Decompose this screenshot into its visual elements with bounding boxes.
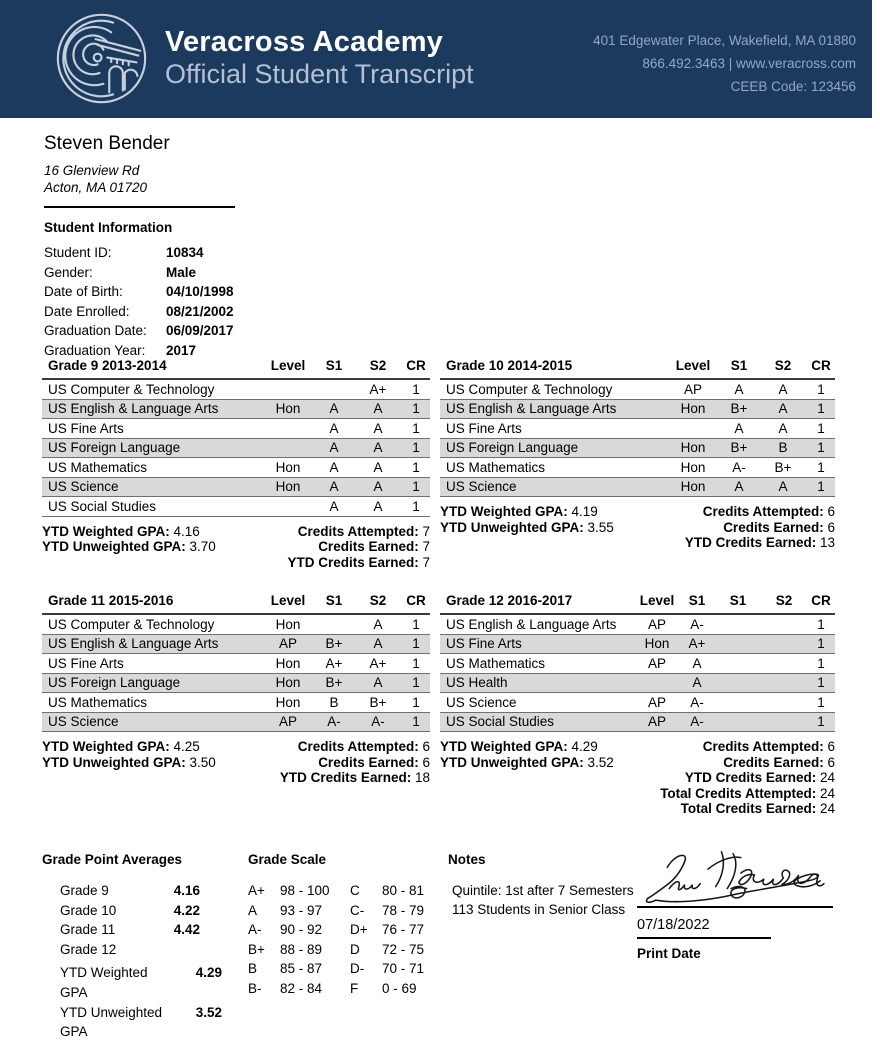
course-s2: A- (371, 714, 385, 730)
course-name: US English & Language Arts (48, 401, 219, 417)
course-s1: A- (690, 616, 704, 632)
course-name: US English & Language Arts (48, 636, 219, 652)
summary-line: YTD Unweighted GPA: 3.70 (42, 539, 216, 554)
student-address-line2: Acton, MA 01720 (44, 180, 148, 195)
course-cr: 1 (412, 420, 420, 436)
field-value: 06/09/2017 (166, 323, 234, 338)
summary-line: YTD Weighted GPA: 4.16 (42, 523, 200, 539)
course-level: AP (647, 655, 666, 671)
course-cr: 1 (817, 636, 825, 652)
course-row (42, 400, 430, 420)
course-row (42, 713, 430, 733)
course-s1: B (329, 694, 339, 710)
school-phone-website: 866.492.3463 | www.veracross.com (642, 56, 856, 71)
signature-line (637, 906, 833, 908)
course-level: Hon (275, 401, 301, 417)
course-s1: A- (690, 694, 704, 710)
course-s1: B+ (730, 401, 748, 417)
course-level: Hon (275, 616, 301, 632)
summary-gpa (440, 504, 614, 551)
summary-gpa (42, 739, 216, 786)
field-value: 2017 (166, 342, 197, 358)
course-name: US Foreign Language (446, 440, 579, 456)
course-cr: 1 (412, 694, 420, 710)
course-s2: B (778, 440, 788, 456)
school-contact-block (593, 29, 856, 98)
course-s1: A (329, 479, 339, 495)
col-s2: S2 (774, 358, 792, 373)
course-name: US Mathematics (446, 655, 546, 671)
course-name: US Health (446, 675, 508, 691)
course-s2: A+ (369, 381, 387, 397)
col-cr: CR (811, 593, 831, 608)
school-ceeb-code: CEEB Code: 123456 (730, 79, 856, 94)
course-cr: 1 (817, 381, 825, 397)
col-cr: CR (406, 593, 426, 608)
course-s2: A+ (369, 655, 387, 671)
summary-line: Total Credits Attempted: 24 (660, 785, 835, 801)
course-s1: A (692, 675, 702, 691)
field-label: Graduation Date: (44, 323, 147, 338)
school-address: 401 Edgewater Place, Wakefield, MA 01880 (593, 33, 856, 48)
course-s1: A (734, 479, 744, 495)
col-cr: CR (811, 358, 831, 373)
table-header (42, 356, 430, 380)
course-cr: 1 (817, 675, 825, 691)
course-name: US Mathematics (48, 459, 148, 475)
course-level: AP (278, 714, 297, 730)
course-s2: A (373, 675, 383, 691)
course-s2: A (778, 381, 788, 397)
col-s1: S1 (325, 358, 343, 373)
course-level: Hon (275, 694, 301, 710)
course-cr: 1 (817, 401, 825, 417)
field-label: Graduation Year: (44, 342, 146, 358)
document-title: Official Student Transcript (165, 59, 474, 89)
course-row (440, 458, 835, 478)
summary-line: YTD Weighted GPA: 4.19 (440, 504, 598, 519)
summary-line: YTD Weighted GPA: 4.29 (440, 739, 598, 754)
summary-line: YTD Weighted GPA: 4.25 (42, 739, 200, 754)
scale-row: A 93 - 97 C- 78 - 79 (248, 902, 425, 918)
course-s1: A (329, 498, 339, 514)
scale-row: B- 82 - 84 F 0 - 69 (248, 980, 417, 996)
col-s2: S2 (369, 593, 387, 608)
student-info-row (44, 302, 235, 322)
summary-line: Credits Earned: 6 (318, 754, 430, 770)
print-date-label: Print Date (637, 946, 701, 961)
summary-line: Credits Attempted: 6 (702, 504, 835, 519)
course-row (42, 458, 430, 478)
course-row (42, 439, 430, 459)
gpa-row: YTD Unweighted GPA 3.52 (60, 1004, 222, 1040)
course-row (440, 439, 835, 459)
course-s2: B+ (369, 694, 387, 710)
course-row (42, 635, 430, 655)
course-name: US Computer & Technology (446, 381, 613, 397)
notes-line: 113 Students in Senior Class (452, 902, 626, 917)
summary-line: YTD Unweighted GPA: 3.52 (440, 754, 614, 770)
course-name: US Mathematics (446, 459, 546, 475)
summary-line: YTD Unweighted GPA: 3.55 (440, 519, 614, 535)
course-name: US Fine Arts (446, 636, 522, 652)
course-s1: A (734, 381, 744, 397)
student-info-title: Student Information (44, 220, 173, 235)
gpa-row: Grade 12 (60, 941, 117, 957)
course-row (440, 400, 835, 420)
course-row (42, 693, 430, 713)
course-s1: A- (327, 714, 341, 730)
field-value: Male (166, 264, 197, 280)
course-s1: A- (690, 714, 704, 730)
gpa-row: Grade 9 4.16 (60, 883, 200, 898)
course-s2: B+ (774, 459, 792, 475)
grade-scale-rows (248, 881, 444, 999)
course-row (42, 478, 430, 498)
course-level: Hon (275, 675, 301, 691)
course-s2: A (373, 636, 383, 652)
school-name: Veracross Academy (165, 26, 444, 58)
gpa-rows (42, 881, 222, 1042)
student-name: Steven Bender (44, 133, 170, 154)
course-s2: A (778, 401, 788, 417)
summary-line: YTD Credits Earned: 24 (684, 770, 835, 785)
col-s1: S1 (730, 358, 748, 373)
course-level: Hon (680, 459, 706, 475)
summary-line: Credits Attempted: 6 (702, 739, 835, 754)
col-level: Level (639, 593, 675, 608)
course-name: US English & Language Arts (446, 401, 617, 417)
student-block (44, 132, 235, 360)
course-cr: 1 (817, 655, 825, 671)
course-s2: A (373, 459, 383, 475)
summary-line: Credits Earned: 7 (318, 539, 430, 554)
field-value: 10834 (166, 245, 204, 260)
course-cr: 1 (412, 655, 420, 671)
summary-credits (220, 524, 430, 571)
course-level: Hon (680, 401, 706, 417)
course-s2: A (373, 498, 383, 514)
col-s1: S1 (688, 593, 706, 608)
col-s2: S2 (369, 358, 387, 373)
course-row (440, 478, 835, 498)
table-title: Grade 9 2013-2014 (48, 358, 167, 373)
col-s1: S1 (325, 593, 343, 608)
course-s1: A (329, 440, 339, 456)
course-cr: 1 (817, 694, 825, 710)
course-name: US Science (446, 694, 517, 710)
header-titles (165, 27, 474, 89)
scale-row: B+ 88 - 89 D 72 - 75 (248, 941, 425, 957)
gpa-row: YTD Weighted GPA 4.29 (60, 965, 222, 1000)
col-level: Level (270, 593, 306, 608)
print-date-value: 07/18/2022 (637, 917, 710, 933)
course-level: Hon (680, 440, 706, 456)
notes-section (448, 852, 634, 919)
gpa-row: Grade 11 4.42 (60, 922, 200, 938)
course-cr: 1 (817, 440, 825, 456)
table-summary (42, 524, 430, 571)
course-name: US Fine Arts (48, 420, 124, 436)
summary-gpa (440, 739, 614, 817)
course-cr: 1 (412, 401, 420, 417)
student-info-row (44, 321, 235, 341)
summary-line: Credits Earned: 6 (723, 519, 835, 535)
course-row (440, 615, 835, 635)
course-s1: A (692, 655, 702, 671)
notes-title: Notes (448, 852, 486, 867)
gpa-section-title: Grade Point Averages (42, 852, 183, 867)
summary-line: YTD Credits Earned: 13 (684, 535, 835, 550)
course-row (440, 635, 835, 655)
course-name: US Mathematics (48, 694, 148, 710)
course-cr: 1 (817, 616, 825, 632)
course-level: Hon (275, 479, 301, 495)
course-row (42, 419, 430, 439)
course-s2: A (373, 616, 383, 632)
course-cr: 1 (412, 479, 420, 495)
course-cr: 1 (817, 714, 825, 730)
course-level: AP (647, 694, 666, 710)
course-s2: A (778, 420, 788, 436)
summary-line: YTD Unweighted GPA: 3.50 (42, 754, 216, 770)
student-info-row (44, 243, 235, 263)
course-name: US English & Language Arts (446, 616, 617, 632)
field-label: Date Enrolled: (44, 303, 130, 319)
course-name: US Computer & Technology (48, 616, 215, 632)
signoff-block (637, 846, 833, 961)
course-cr: 1 (817, 479, 825, 495)
summary-line: YTD Credits Earned: 18 (279, 770, 430, 785)
course-row (440, 380, 835, 400)
course-name: US Science (48, 714, 119, 730)
course-name: US Foreign Language (48, 440, 181, 456)
summary-credits (230, 739, 430, 786)
col-cr: CR (406, 358, 426, 373)
scale-row: A+ 98 - 100 C 80 - 81 (248, 883, 425, 898)
summary-line: Credits Attempted: 6 (297, 739, 430, 754)
course-s2: A (373, 479, 383, 495)
col-level: Level (270, 358, 306, 373)
student-address (44, 162, 235, 196)
table-header (440, 591, 835, 615)
grade-scale-title: Grade Scale (248, 852, 327, 867)
course-row (42, 380, 430, 400)
scale-row: A- 90 - 92 D+ 76 - 77 (248, 922, 425, 938)
course-s1: A (329, 401, 339, 417)
course-level: Hon (680, 479, 706, 495)
grade-scale-section (248, 852, 444, 999)
course-row (42, 674, 430, 694)
gpa-section (42, 852, 222, 1042)
course-name: US Social Studies (48, 498, 157, 514)
course-s1: A+ (325, 655, 343, 671)
scale-row: B 85 - 87 D- 70 - 71 (248, 961, 425, 977)
table-title: Grade 12 2016-2017 (446, 593, 573, 608)
course-cr: 1 (817, 459, 825, 475)
course-name: US Computer & Technology (48, 381, 215, 397)
course-level: AP (278, 636, 297, 652)
student-address-line1: 16 Glenview Rd (44, 163, 140, 178)
course-s1: A (329, 459, 339, 475)
table-summary (440, 739, 835, 817)
student-info-row (44, 263, 235, 283)
course-name: US Foreign Language (48, 675, 181, 691)
field-value: 08/21/2002 (166, 303, 234, 319)
course-cr: 1 (412, 459, 420, 475)
course-cr: 1 (412, 636, 420, 652)
course-s2: A (373, 440, 383, 456)
field-label: Gender: (44, 264, 93, 280)
header-band (0, 0, 872, 118)
course-s1: A- (732, 459, 746, 475)
course-row (42, 654, 430, 674)
course-row (440, 713, 835, 733)
course-level: Hon (275, 655, 301, 671)
course-cr: 1 (412, 440, 420, 456)
course-name: US Social Studies (446, 714, 555, 730)
course-level: AP (647, 616, 666, 632)
course-cr: 1 (412, 381, 420, 397)
course-s1: B+ (325, 675, 343, 691)
course-cr: 1 (817, 420, 825, 436)
col-s1b: S1 (729, 593, 747, 608)
course-s1: A+ (688, 636, 706, 652)
course-cr: 1 (412, 616, 420, 632)
course-level: AP (647, 714, 666, 730)
course-s1: B+ (325, 636, 343, 652)
course-row (440, 654, 835, 674)
summary-line: Credits Earned: 6 (723, 754, 835, 770)
course-cr: 1 (412, 714, 420, 730)
col-level: Level (675, 358, 711, 373)
summary-line: YTD Credits Earned: 7 (287, 554, 430, 570)
table-header (440, 356, 835, 380)
table-header (42, 591, 430, 615)
course-s1: A (329, 420, 339, 436)
table-summary (440, 504, 835, 551)
course-name: US Fine Arts (48, 655, 124, 671)
grade11-table (42, 591, 430, 786)
course-row (440, 419, 835, 439)
course-row (42, 615, 430, 635)
field-label: Student ID: (44, 245, 112, 260)
course-cr: 1 (412, 498, 420, 514)
grade10-table (440, 356, 835, 551)
notes-line: Quintile: 1st after 7 Semesters (452, 883, 634, 898)
summary-credits (649, 739, 835, 817)
summary-line: Total Credits Earned: 24 (680, 801, 835, 816)
table-title: Grade 10 2014-2015 (446, 358, 573, 373)
divider (44, 206, 235, 208)
notes-body (448, 881, 634, 919)
course-row (42, 497, 430, 517)
course-name: US Science (48, 479, 119, 495)
grade9-table (42, 356, 430, 570)
gpa-row: Grade 10 4.22 (60, 902, 200, 918)
student-info-row (44, 282, 235, 302)
signature-icon (637, 846, 833, 904)
course-name: US Science (446, 479, 517, 495)
field-value: 04/10/1998 (166, 284, 234, 299)
date-line (637, 937, 771, 939)
grade12-table (440, 591, 835, 817)
course-level: Hon (644, 636, 670, 652)
course-s2: A (778, 479, 788, 495)
course-level: Hon (275, 459, 301, 475)
course-name: US Fine Arts (446, 420, 522, 436)
course-row (440, 674, 835, 694)
summary-gpa (42, 524, 216, 571)
course-s2: A (373, 401, 383, 417)
field-label: Date of Birth: (44, 284, 123, 299)
table-summary (42, 739, 430, 786)
course-s1: A (734, 420, 744, 436)
summary-line: Credits Attempted: 7 (297, 523, 430, 539)
course-s2: A (373, 420, 383, 436)
col-s2: S2 (775, 593, 793, 608)
course-cr: 1 (412, 675, 420, 691)
summary-credits (625, 504, 835, 551)
table-title: Grade 11 2015-2016 (48, 593, 174, 608)
course-level: AP (683, 381, 702, 397)
course-s1: B+ (730, 440, 748, 456)
course-row (440, 693, 835, 713)
school-logo-icon (53, 10, 150, 107)
